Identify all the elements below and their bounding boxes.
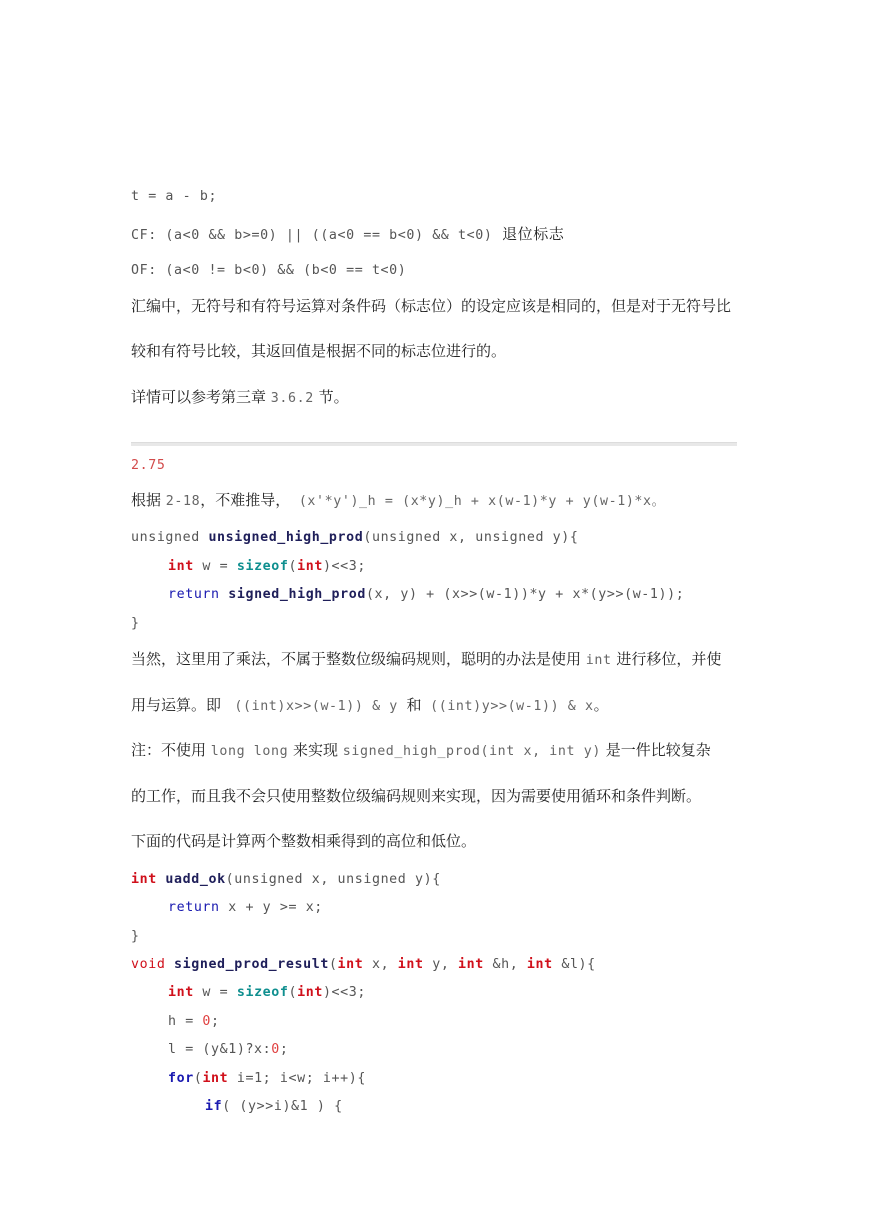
number-literal: 0 [202, 1014, 212, 1029]
code-text: ( [288, 559, 298, 574]
keyword: return [168, 900, 220, 915]
text: 和 [406, 696, 422, 714]
ref-section: 3.6.2 [270, 391, 314, 406]
code-line: } [131, 929, 140, 944]
text: 注：不使用 [131, 741, 211, 759]
section-divider [131, 442, 737, 446]
paragraph-line: 较和有符号比较，其返回值是根据不同的标志位进行的。 [131, 342, 507, 360]
function-name: signed_high_prod [228, 587, 366, 602]
code-line: t = a - b; [131, 189, 218, 204]
code-text: (unsigned x, unsigned y){ [225, 872, 441, 887]
code-text: y, [423, 957, 459, 972]
inline-code: ((int)y>>(w-1)) & x [421, 699, 594, 714]
code-line [168, 559, 366, 574]
paragraph-line [131, 648, 721, 669]
code-text: x, [363, 957, 398, 972]
derive-ref: 2-18 [165, 494, 201, 509]
code-line [168, 587, 684, 602]
ref-post: 节。 [313, 388, 349, 406]
code-type: unsigned [131, 530, 209, 545]
keyword: sizeof [236, 559, 289, 574]
paragraph-line: 下面的代码是计算两个整数相乘得到的高位和低位。 [131, 832, 477, 850]
text: 当然，这里用了乘法，不属于整数位级编码规则，聪明的办法是使用 [131, 650, 586, 668]
reference-line [131, 386, 349, 407]
function-name: unsigned_high_prod [208, 530, 364, 545]
code-line [168, 1042, 288, 1057]
keyword: int [168, 985, 194, 1000]
text: 。 [593, 696, 609, 714]
derive-mid: ，不难推导， [200, 491, 291, 509]
code-text: )<<3; [322, 559, 366, 574]
code-line [131, 530, 579, 545]
code-line [168, 900, 323, 915]
section-number: 2.75 [131, 458, 166, 473]
note-line [131, 739, 711, 760]
text: 来实现 [288, 741, 343, 759]
code-line [205, 1099, 343, 1114]
code-line: OF: (a<0 != b<0) && (b<0 == t<0) [131, 263, 407, 278]
paragraph-line [131, 694, 609, 715]
code-args: (unsigned x, unsigned y){ [363, 530, 579, 545]
code-text: &l){ [552, 957, 596, 972]
code-line [131, 872, 441, 887]
code-text: )<<3; [322, 985, 366, 1000]
keyword: int [168, 559, 194, 574]
keyword: int [131, 872, 157, 887]
function-name: uadd_ok [156, 872, 226, 887]
keyword: if [205, 1099, 223, 1114]
code-text: ; [279, 1042, 289, 1057]
comment-text: 退位标志 [492, 225, 565, 243]
derive-pre: 根据 [131, 491, 166, 509]
keyword: int [337, 957, 364, 972]
code-text: (x, y) + (x>>(w-1))*y + x*(y>>(w-1)); [365, 587, 685, 602]
code-text: ( [288, 985, 298, 1000]
code-text: ( [193, 1071, 203, 1086]
ref-pre: 详情可以参考第三章 [131, 388, 271, 406]
inline-code: ((int)x>>(w-1)) & y [225, 699, 407, 714]
keyword: int [526, 957, 553, 972]
keyword: int [397, 957, 424, 972]
code-line [168, 1071, 366, 1086]
code-text: l = (y&1)?x: [168, 1042, 272, 1057]
code-text: h = [168, 1014, 203, 1029]
note-line: 的工作，而且我不会只使用整数位级编码规则来实现，因为需要使用循环和条件判断。 [131, 787, 702, 805]
inline-code: signed_high_prod(int x, int y) [342, 744, 601, 759]
code-text: w = [193, 559, 237, 574]
derive-formula: (x'*y')_h = (x*y)_h + x(w-1)*y + y(w-1)*x。 [290, 494, 666, 509]
text: 是一件比较复杂 [600, 741, 711, 759]
function-name: signed_prod_result [165, 957, 329, 972]
code-text: x + y >= x; [219, 900, 323, 915]
code-text: ; [211, 1014, 220, 1029]
number-literal: 0 [271, 1042, 280, 1057]
code-line [131, 223, 564, 244]
code-text: ( [328, 957, 338, 972]
keyword: sizeof [236, 985, 289, 1000]
keyword: return [168, 587, 229, 602]
code-line [131, 957, 596, 972]
keyword: int [297, 559, 323, 574]
code-line [168, 1014, 220, 1029]
inline-code: int [585, 653, 612, 668]
code-text: i=1; i<w; i++){ [228, 1071, 366, 1086]
keyword: int [297, 985, 323, 1000]
inline-code: long long [210, 744, 289, 759]
derivation-line [131, 489, 666, 510]
keyword: int [202, 1071, 229, 1086]
paragraph-line: 汇编中，无符号和有符号运算对条件码（标志位）的设定应该是相同的，但是对于无符号比 [131, 297, 732, 315]
keyword: for [168, 1071, 194, 1086]
code-text: w = [193, 985, 237, 1000]
code-line [168, 985, 366, 1000]
keyword: int [458, 957, 484, 972]
code-text: CF: (a<0 && b>=0) || ((a<0 == b<0) && t<0) [131, 228, 493, 243]
keyword: void [131, 957, 166, 972]
text: 进行移位，并使 [611, 650, 722, 668]
text: 用与运算。即 [131, 696, 226, 714]
code-text: ( (y>>i)&1 ) { [222, 1099, 343, 1114]
code-text: &h, [483, 957, 527, 972]
code-line: } [131, 616, 140, 631]
